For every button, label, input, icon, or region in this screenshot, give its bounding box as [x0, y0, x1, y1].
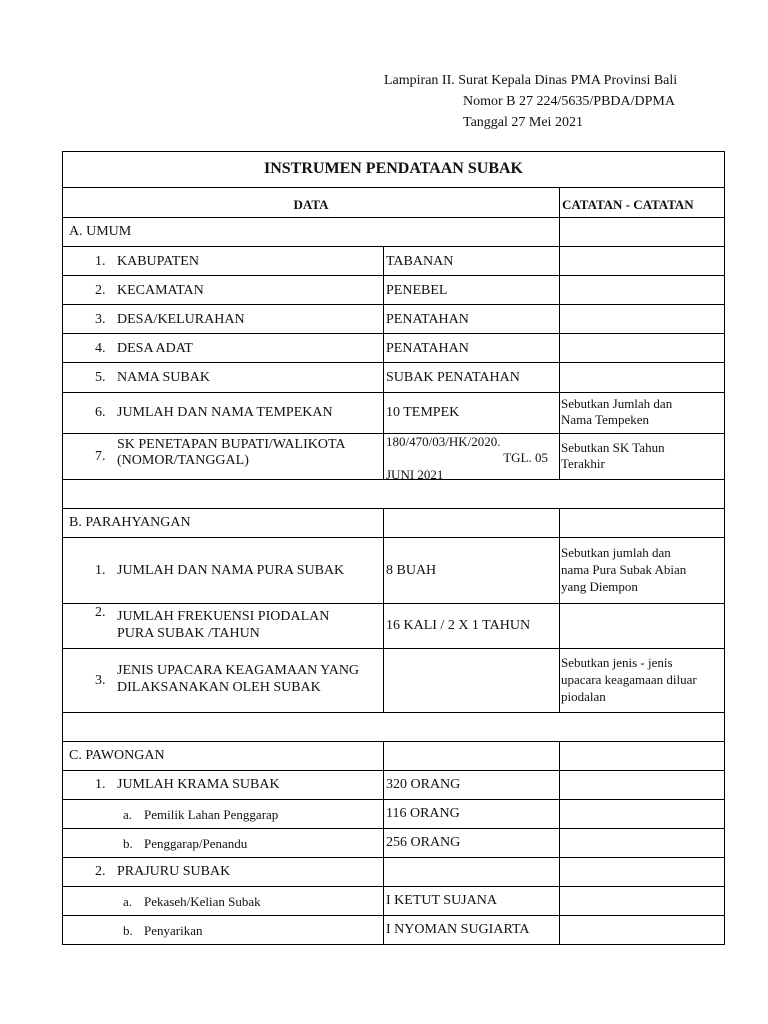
table-row: [62, 799, 725, 828]
table-row: [62, 304, 725, 333]
section-b-heading-row: [62, 508, 725, 537]
item-note-line: yang Diempon: [561, 579, 638, 594]
letter-reference: Lampiran II. Surat Kepala Dinas PMA Provinsi Bali: [384, 73, 678, 88]
item-number: 4.: [95, 341, 106, 356]
table-row: [62, 857, 725, 886]
item-label: JUMLAH KRAMA SUBAK: [117, 777, 280, 792]
note-cell: [559, 246, 725, 275]
form-title-row: [62, 151, 725, 187]
item-value: I NYOMAN SUGIARTA: [386, 922, 530, 937]
item-number: 6.: [95, 405, 106, 420]
note-cell: [559, 770, 725, 799]
note-cell: [559, 362, 725, 392]
section-a-heading-row: [62, 217, 725, 246]
note-cell: [559, 392, 725, 433]
table-row: [62, 246, 725, 275]
item-value: 116 ORANG: [386, 806, 460, 821]
item-value: SUBAK PENATAHAN: [386, 370, 520, 385]
table-row: [62, 603, 725, 648]
item-label: JUMLAH DAN NAMA TEMPEKAN: [117, 405, 333, 420]
item-number: 1.: [95, 563, 106, 578]
item-value: 320 ORANG: [386, 777, 461, 792]
item-value: PENATAHAN: [386, 312, 469, 327]
item-label-line: JENIS UPACARA KEAGAMAAN YANG: [117, 663, 360, 678]
item-note-line: nama Pura Subak Abian: [561, 562, 687, 577]
item-number: 1.: [95, 777, 106, 792]
item-note-line: Sebutkan Jumlah dan: [561, 396, 673, 411]
item-label-line: PURA SUBAK /TAHUN: [117, 626, 260, 641]
column-header-notes: CATATAN - CATATAN: [562, 197, 694, 212]
item-value: I KETUT SUJANA: [386, 893, 497, 908]
table-row: [62, 770, 725, 799]
item-value: PENEBEL: [386, 283, 448, 298]
item-value: 8 BUAH: [386, 563, 437, 578]
note-cell: [559, 828, 725, 857]
item-number: 5.: [95, 370, 106, 385]
note-cell: [559, 857, 725, 886]
item-value: PENATAHAN: [386, 341, 469, 356]
note-cell: [559, 799, 725, 828]
table-row: [62, 828, 725, 857]
item-note-line: upacara keagamaan diluar: [561, 672, 697, 687]
item-label-line: DILAKSANAKAN OLEH SUBAK: [117, 680, 321, 695]
column-header-data: DATA: [293, 197, 329, 212]
sub-item-label: Pemilik Lahan Penggarap: [144, 807, 279, 822]
note-cell: [559, 648, 725, 712]
item-note-line: Sebutkan jenis - jenis: [561, 655, 673, 670]
spacer-row: [62, 479, 725, 508]
sub-item-letter: a.: [123, 894, 133, 909]
item-value-line: TGL. 05: [503, 450, 548, 465]
item-number: 2.: [95, 864, 106, 879]
item-value: 256 ORANG: [386, 835, 461, 850]
item-label-line: (NOMOR/TANGGAL): [117, 453, 249, 468]
section-c-heading-row: [62, 741, 725, 770]
note-cell: [559, 275, 725, 304]
item-value-line: 180/470/03/HK/2020.: [386, 434, 501, 449]
note-cell: [559, 915, 725, 945]
note-cell: [559, 603, 725, 648]
item-note-line: Terakhir: [561, 456, 605, 471]
item-label: JUMLAH DAN NAMA PURA SUBAK: [117, 563, 345, 578]
item-number: 3.: [95, 312, 106, 327]
item-value-line: JUNI 2021: [386, 467, 444, 479]
sub-item-label: Pekaseh/Kelian Subak: [144, 894, 261, 909]
section-c-title: C. PAWONGAN: [69, 748, 165, 763]
note-cell: [559, 433, 725, 479]
table-row: [62, 537, 725, 603]
item-note-line: Sebutkan jumlah dan: [561, 545, 671, 560]
item-note-line: Nama Tempeken: [561, 412, 650, 427]
table-row: [62, 392, 725, 433]
sub-item-letter: a.: [123, 807, 133, 822]
item-label: DESA/KELURAHAN: [117, 312, 245, 327]
table-row: [62, 275, 725, 304]
sub-item-letter: b.: [123, 836, 133, 851]
section-a-title: A. UMUM: [69, 224, 132, 239]
table-row: [62, 362, 725, 392]
item-number: 2.: [95, 283, 106, 298]
spacer-row: [62, 712, 725, 741]
item-value: 10 TEMPEK: [386, 405, 460, 420]
item-number: 7.: [95, 449, 106, 464]
sub-item-label: Penggarap/Penandu: [144, 836, 248, 851]
item-label-line: JUMLAH FREKUENSI PIODALAN: [117, 609, 330, 624]
item-note-line: Sebutkan SK Tahun: [561, 440, 665, 455]
note-cell: [559, 886, 725, 915]
letter-number: Nomor B 27 224/5635/PBDA/DPMA: [463, 94, 675, 109]
item-value: 16 KALI / 2 X 1 TAHUN: [386, 618, 531, 633]
item-value: TABANAN: [386, 254, 454, 269]
item-label: NAMA SUBAK: [117, 370, 210, 385]
subak-form-table: [62, 151, 725, 945]
note-cell: [559, 537, 725, 603]
section-b-title: B. PARAHYANGAN: [69, 515, 191, 530]
table-row: [62, 333, 725, 362]
table-row: [62, 886, 725, 915]
sub-item-letter: b.: [123, 923, 133, 938]
form-title: INSTRUMEN PENDATAAN SUBAK: [264, 160, 523, 177]
note-cell: [559, 333, 725, 362]
table-row: [62, 648, 725, 712]
note-cell: [559, 304, 725, 333]
item-label: KABUPATEN: [117, 254, 199, 269]
item-label-line: SK PENETAPAN BUPATI/WALIKOTA: [117, 437, 346, 452]
table-row: [62, 915, 725, 945]
item-label: PRAJURU SUBAK: [117, 864, 231, 879]
column-header-row: [62, 187, 725, 217]
item-label: DESA ADAT: [117, 341, 193, 356]
item-label: KECAMATAN: [117, 283, 204, 298]
letter-date: Tanggal 27 Mei 2021: [463, 115, 583, 130]
item-number: 3.: [95, 673, 106, 688]
item-number: 1.: [95, 254, 106, 269]
sub-item-label: Penyarikan: [144, 923, 203, 938]
item-note-line: piodalan: [561, 689, 606, 704]
item-number: 2.: [95, 605, 106, 620]
table-row: [62, 433, 725, 479]
